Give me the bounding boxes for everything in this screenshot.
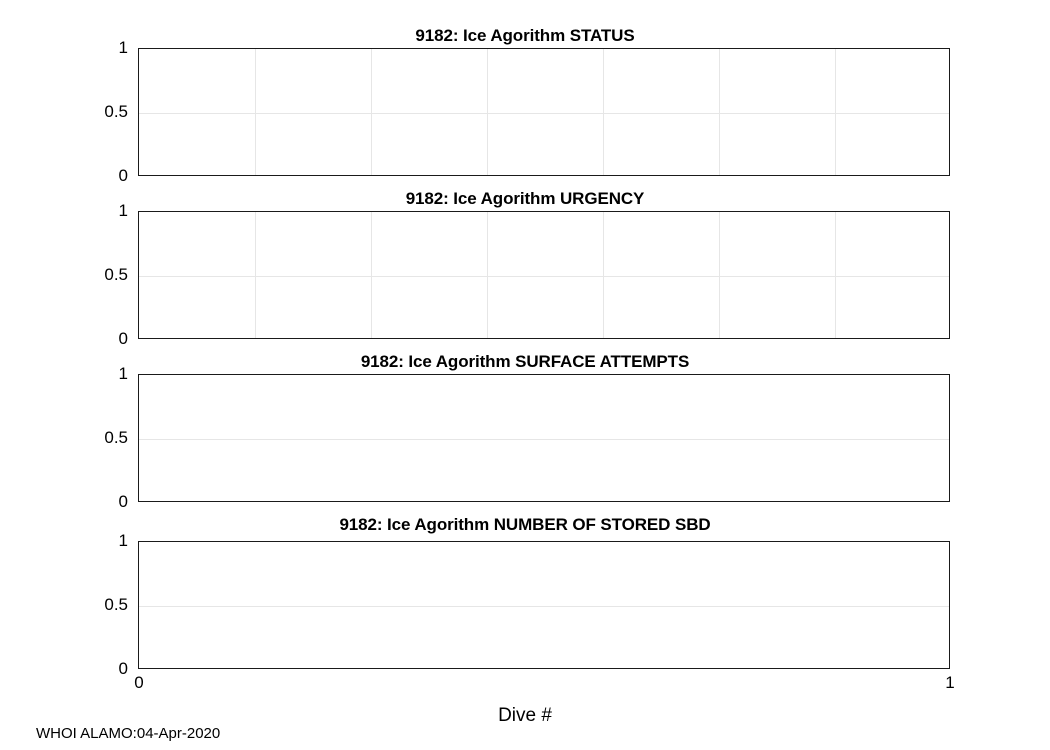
x-tick-label: 0 bbox=[134, 673, 144, 692]
y-tick-label: 1 bbox=[118, 201, 128, 220]
plot-area-urgency bbox=[138, 211, 950, 339]
y-tick-label: 1 bbox=[118, 531, 128, 550]
x-axis-label: Dive # bbox=[498, 705, 552, 726]
y-tick-label: 0.5 bbox=[104, 428, 128, 447]
y-tick-label: 0.5 bbox=[104, 265, 128, 284]
y-axis-ticks-urgency bbox=[92, 201, 128, 348]
panel-title-stored-sbd: 9182: Ice Agorithm NUMBER OF STORED SBD bbox=[339, 515, 711, 534]
x-tick-label: 1 bbox=[945, 673, 955, 692]
y-tick-label: 1 bbox=[118, 38, 128, 57]
chart-panel-urgency bbox=[0, 189, 1050, 348]
figure-footer: WHOI ALAMO:04-Apr-2020 bbox=[36, 725, 221, 742]
panel-title-urgency: 9182: Ice Agorithm URGENCY bbox=[405, 189, 645, 208]
y-tick-label: 0.5 bbox=[104, 595, 128, 614]
y-axis-ticks-surface-attempts bbox=[92, 364, 128, 511]
plot-area-stored-sbd bbox=[138, 541, 950, 669]
gridlines-status bbox=[139, 49, 949, 175]
gridlines-urgency bbox=[139, 212, 949, 338]
chart-panel-status bbox=[0, 26, 1050, 185]
gridlines-surface-attempts bbox=[139, 375, 949, 501]
y-tick-label: 0.5 bbox=[104, 102, 128, 121]
chart-panel-stored-sbd bbox=[0, 515, 1050, 726]
chart-panel-surface-attempts bbox=[0, 352, 1050, 511]
y-tick-label: 0 bbox=[118, 329, 128, 348]
plot-area-status bbox=[138, 48, 950, 176]
y-axis-ticks-status bbox=[92, 38, 128, 185]
y-tick-label: 0 bbox=[118, 492, 128, 511]
y-tick-label: 1 bbox=[118, 364, 128, 383]
panel-title-surface-attempts: 9182: Ice Agorithm SURFACE ATTEMPTS bbox=[360, 352, 690, 371]
y-axis-ticks-stored-sbd bbox=[92, 531, 128, 678]
gridlines-stored-sbd bbox=[139, 542, 949, 668]
panel-title-status: 9182: Ice Agorithm STATUS bbox=[415, 26, 635, 45]
plot-area-surface-attempts bbox=[138, 374, 950, 502]
y-tick-label: 0 bbox=[118, 659, 128, 678]
y-tick-label: 0 bbox=[118, 166, 128, 185]
